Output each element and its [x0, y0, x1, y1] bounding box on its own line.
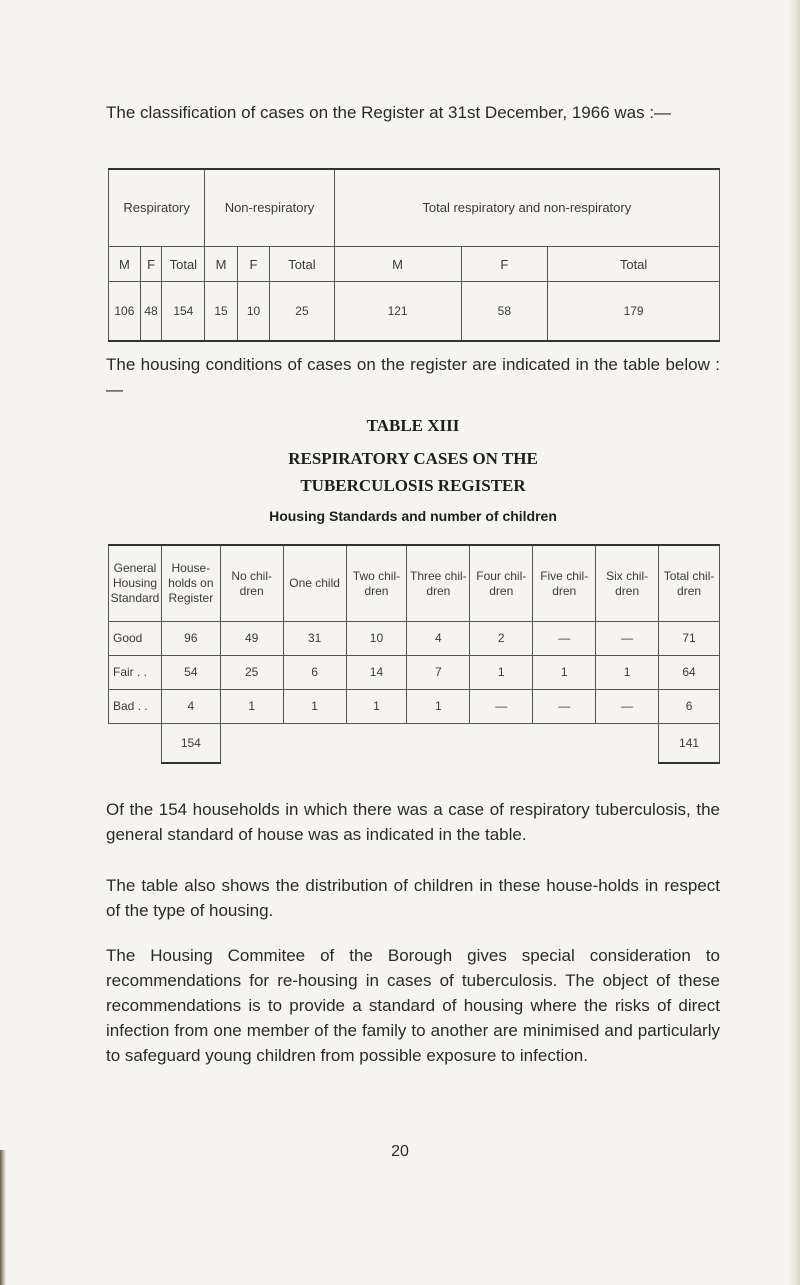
table-row — [109, 656, 720, 690]
blank-cell — [470, 724, 533, 764]
cell: 6 — [283, 656, 346, 690]
table-row — [109, 622, 720, 656]
blank-cell — [596, 724, 659, 764]
cell: 1 — [596, 656, 659, 690]
col-header: Three chil-dren — [407, 545, 470, 622]
cell: 71 — [659, 622, 720, 656]
cell: 64 — [659, 656, 720, 690]
col-header: House-holds on Register — [162, 545, 221, 622]
cell: 6 — [659, 690, 720, 724]
page-number: 20 — [391, 1143, 409, 1160]
col-header: Five chil-dren — [533, 545, 596, 622]
blank-cell — [533, 724, 596, 764]
header-total: Total respiratory and non-respiratory — [334, 169, 719, 247]
cell: 1 — [407, 690, 470, 724]
cell: — — [596, 622, 659, 656]
housing-table — [108, 544, 720, 764]
cell: 54 — [162, 656, 221, 690]
subheader-m: M — [205, 247, 237, 282]
cell: — — [470, 690, 533, 724]
subheader-f: F — [237, 247, 269, 282]
header-non-respiratory: Non-respiratory — [205, 169, 334, 247]
classification-table — [108, 168, 720, 342]
page-edge-shadow — [788, 0, 800, 1285]
intro-paragraph: The classification of cases on the Register at 31st December, 1966 was :— — [106, 103, 672, 122]
total-households: 154 — [162, 724, 221, 764]
value-cell: 25 — [270, 282, 334, 342]
cell: 1 — [283, 690, 346, 724]
cell: 10 — [346, 622, 407, 656]
value-cell: 58 — [461, 282, 548, 342]
col-header: Six chil-dren — [596, 545, 659, 622]
subheader-total: Total — [162, 247, 205, 282]
totals-row — [109, 724, 720, 764]
cell: 1 — [470, 656, 533, 690]
cell: — — [533, 690, 596, 724]
value-cell: 106 — [109, 282, 141, 342]
col-header: Four chil-dren — [470, 545, 533, 622]
cell: 25 — [220, 656, 283, 690]
cell: 2 — [470, 622, 533, 656]
row-label: Fair . . — [109, 656, 162, 690]
housing-intro-paragraph: The housing conditions of cases on the register are indicated in the table below :— — [106, 355, 720, 399]
header-respiratory: Respiratory — [109, 169, 205, 247]
cell: — — [596, 690, 659, 724]
col-header: Two chil-dren — [346, 545, 407, 622]
cell: — — [533, 622, 596, 656]
cell: 1 — [533, 656, 596, 690]
subheader-m: M — [109, 247, 141, 282]
col-header: Total chil-dren — [659, 545, 720, 622]
col-header: One child — [283, 545, 346, 622]
subheader-f: F — [140, 247, 162, 282]
value-cell: 48 — [140, 282, 162, 342]
cell: 14 — [346, 656, 407, 690]
subheader-total: Total — [270, 247, 334, 282]
subheader-total: Total — [548, 247, 720, 282]
cell: 7 — [407, 656, 470, 690]
blank-cell — [109, 724, 162, 764]
col-header: General Housing Standard — [109, 545, 162, 622]
cell: 96 — [162, 622, 221, 656]
total-children: 141 — [659, 724, 720, 764]
value-cell: 15 — [205, 282, 237, 342]
table-subtitle: Housing Standards and number of children — [269, 508, 557, 524]
table-title-line1: RESPIRATORY CASES ON THE — [288, 449, 538, 468]
blank-cell — [283, 724, 346, 764]
cell: 4 — [407, 622, 470, 656]
value-cell: 121 — [334, 282, 461, 342]
blank-cell — [346, 724, 407, 764]
cell: 31 — [283, 622, 346, 656]
blank-cell — [220, 724, 283, 764]
paragraph-households: Of the 154 households in which there was a case of respiratory tuberculosis, the general standard of house was as indicated in the table. — [106, 800, 720, 844]
value-cell: 179 — [548, 282, 720, 342]
col-header: No chil-dren — [220, 545, 283, 622]
row-label: Good — [109, 622, 162, 656]
cell: 49 — [220, 622, 283, 656]
paragraph-distribution: The table also shows the distribution of children in these house-holds in respect of the type of housing. — [106, 876, 720, 920]
blank-cell — [407, 724, 470, 764]
paragraph-housing-committee: The Housing Commitee of the Borough gives special consideration to recommendations for re-housing in cases of tuberculosis. The object of these recommendations is to provide a standard of housing where the risks of direct infection from one member of the family to another are minimised and particularly to safeguard young children from possible exposure to infection. — [106, 946, 720, 1065]
value-cell: 10 — [237, 282, 269, 342]
value-cell: 154 — [162, 282, 205, 342]
table-title-line2: TUBERCULOSIS REGISTER — [300, 476, 526, 495]
subheader-m: M — [334, 247, 461, 282]
table-number: TABLE XIII — [366, 416, 460, 435]
cell: 4 — [162, 690, 221, 724]
subheader-f: F — [461, 247, 548, 282]
cell: 1 — [346, 690, 407, 724]
cell: 1 — [220, 690, 283, 724]
page-edge-binding — [0, 1150, 6, 1285]
table-row — [109, 690, 720, 724]
row-label: Bad . . — [109, 690, 162, 724]
